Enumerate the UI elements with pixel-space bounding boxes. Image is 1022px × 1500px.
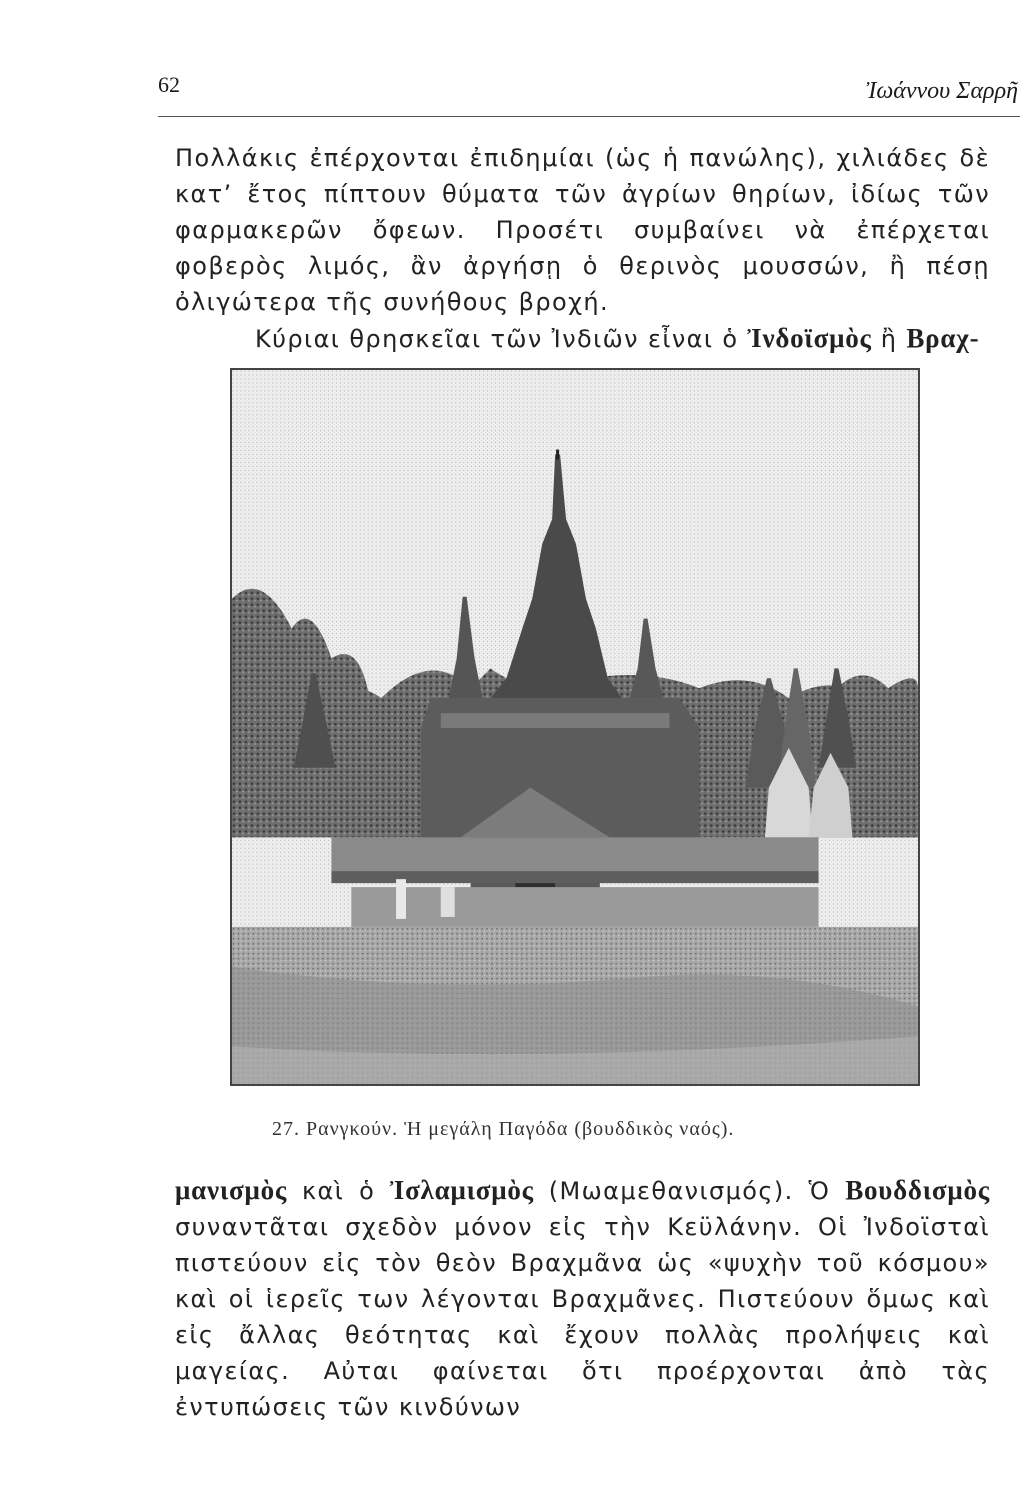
paragraph-religions-continued [175,1172,990,1425]
paragraph-text: συναντᾶται σχεδὸν μόνον εἰς τὴν Κεϋλάνην. Οἱ Ἰνδοϊσταὶ πιστεύουν εἰς τὸν θεὸν Βραχμᾶνα ὡς «ψυχὴν τοῦ κόσμου» καὶ οἱ ἱερεῖς των λέγονται Βραχμᾶνες. Πιστεύουν ὅμως καὶ εἰς ἄλλας θεότητας καὶ ἔχουν πολλὰς προλήψεις καὶ μαγείας. Αὐται φαίνεται ὅτι προέρχονται ἀπὸ τὰς ἐντυπώσεις τῶν κινδύνων [175,1213,990,1421]
paragraph-epidemics: Πολλάκις ἐπέρχονται ἐπιδημίαι (ὡς ἡ πανώλης), χιλιάδες δὲ κατ’ ἔτος πίπτουν θύματα τῶν ἀγρίων θηρίων, ἰδίως τῶν φαρμακερῶν ὄφεων. Προσέτι συμβαίνει νὰ ἐπέρχεται φοβερὸς λιμός, ἂν ἀργήσῃ ὁ θερινὸς μουσσών, ἢ πέσῃ ὀλιγώτερα τῆς συνήθους βροχή. [175,144,990,316]
bold-term-hinduism: Ἰνδοϊσμὸς [747,323,872,353]
running-head: Ἰωάννου Σαρρῆ [865,78,1018,104]
paragraph-text: (Μωαμεθανισμός). Ὁ [533,1177,846,1205]
page-header [158,72,1018,112]
paragraph-text: Κύριαι θρησκεῖαι τῶν Ἰνδιῶν εἶναι ὁ [255,325,748,353]
paragraph-text: καὶ ὁ [287,1177,391,1205]
pagoda-illustration [232,370,918,1084]
paragraph-religions-intro [175,320,990,357]
figure-caption: 27. Ρανγκούν. Ἡ μεγάλη Παγόδα (βουδδικὸς ναός). [272,1118,735,1140]
bold-term-brahmanism-start: Βραχ- [906,323,980,353]
header-rule [158,116,1020,117]
bold-term-brahmanism-end: μανισμὸς [175,1175,288,1205]
pagoda-photograph [230,368,920,1086]
page-number: 62 [158,72,180,97]
bold-term-islamism: Ἰσλαμισμὸς [390,1175,534,1205]
paragraph-text: ἢ [871,325,907,353]
bold-term-buddhism: Βουδδισμὸς [845,1175,990,1205]
